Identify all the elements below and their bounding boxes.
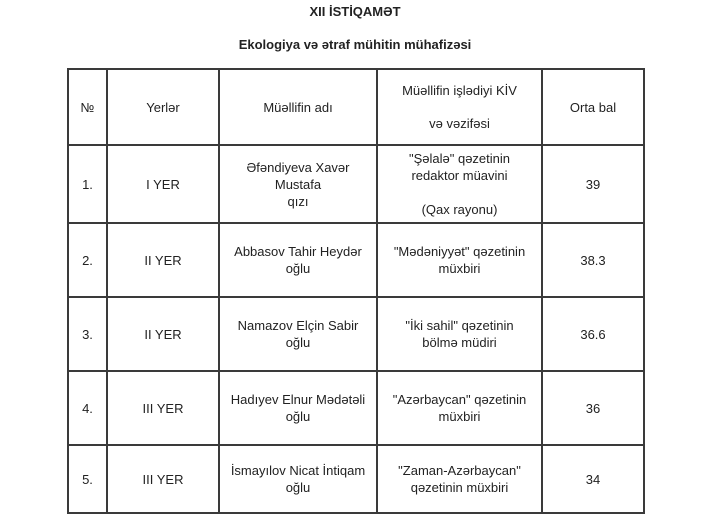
cell-author bbox=[219, 223, 377, 297]
author-patronymic: oğlu bbox=[285, 409, 311, 424]
cell-place: III YER bbox=[107, 445, 219, 513]
media-name: "İki sahil" qəzetinin bbox=[405, 318, 514, 333]
media-name: "Azərbaycan" qəzetinin bbox=[392, 392, 527, 407]
media-position: müxbiri bbox=[438, 409, 481, 424]
cell-score: 36 bbox=[542, 371, 644, 445]
header-score: Orta bal bbox=[542, 69, 644, 145]
cell-number: 3. bbox=[68, 297, 107, 371]
header-media-line1: Müəllifin işlədiyi KİV bbox=[402, 83, 517, 98]
cell-media bbox=[377, 223, 542, 297]
results-table bbox=[67, 68, 645, 514]
media-name: "Zaman-Azərbaycan" bbox=[398, 463, 521, 478]
cell-media bbox=[377, 371, 542, 445]
media-position: qəzetinin müxbiri bbox=[410, 480, 509, 495]
cell-place: III YER bbox=[107, 371, 219, 445]
author-patronymic: qızı bbox=[287, 193, 309, 209]
cell-place: II YER bbox=[107, 297, 219, 371]
media-note: (Qax rayonu) bbox=[421, 202, 498, 217]
table-row bbox=[68, 223, 644, 297]
media-position: müxbiri bbox=[438, 261, 481, 276]
cell-media bbox=[377, 445, 542, 513]
media-name: "Şəlalə" qəzetinin bbox=[408, 151, 511, 166]
cell-media bbox=[377, 297, 542, 371]
author-name: İsmayılov Nicat İntiqam bbox=[230, 463, 366, 478]
cell-place: II YER bbox=[107, 223, 219, 297]
cell-place: I YER bbox=[107, 145, 219, 223]
cell-score: 39 bbox=[542, 145, 644, 223]
media-position: bölmə müdiri bbox=[422, 335, 497, 350]
media-position: redaktor müavini bbox=[411, 168, 508, 183]
cell-score: 38.3 bbox=[542, 223, 644, 297]
header-media bbox=[377, 69, 542, 145]
author-patronymic: oğlu bbox=[285, 261, 311, 276]
author-name: Əfəndiyeva Xavər Mustafa bbox=[246, 159, 350, 192]
cell-author bbox=[219, 297, 377, 371]
cell-number: 4. bbox=[68, 371, 107, 445]
author-name: Namazov Elçin Sabir bbox=[237, 318, 359, 333]
page-subtitle: Ekologiya və ətraf mühitin mühafizəsi bbox=[238, 37, 472, 52]
cell-score: 34 bbox=[542, 445, 644, 513]
table-row bbox=[68, 145, 644, 223]
cell-media bbox=[377, 145, 542, 223]
author-patronymic: oğlu bbox=[285, 480, 311, 495]
table-row bbox=[68, 297, 644, 371]
page-title: XII İSTİQAMƏT bbox=[309, 4, 401, 19]
cell-score: 36.6 bbox=[542, 297, 644, 371]
cell-number: 5. bbox=[68, 445, 107, 513]
header-author: Müəllifin adı bbox=[219, 69, 377, 145]
header-media-line2: və vəzifəsi bbox=[429, 116, 490, 131]
author-patronymic: oğlu bbox=[285, 335, 311, 350]
author-name: Abbasov Tahir Heydər bbox=[234, 244, 362, 259]
header-number: № bbox=[68, 69, 107, 145]
table-row bbox=[68, 445, 644, 513]
header-place: Yerlər bbox=[107, 69, 219, 145]
cell-number: 1. bbox=[68, 145, 107, 223]
table-row bbox=[68, 371, 644, 445]
cell-number: 2. bbox=[68, 223, 107, 297]
cell-author bbox=[219, 145, 377, 223]
media-name: "Mədəniyyət" qəzetinin bbox=[393, 244, 526, 259]
author-name: Hadıyev Elnur Mədətəli bbox=[230, 392, 366, 407]
cell-author bbox=[219, 371, 377, 445]
table-header-row bbox=[68, 69, 644, 145]
cell-author bbox=[219, 445, 377, 513]
